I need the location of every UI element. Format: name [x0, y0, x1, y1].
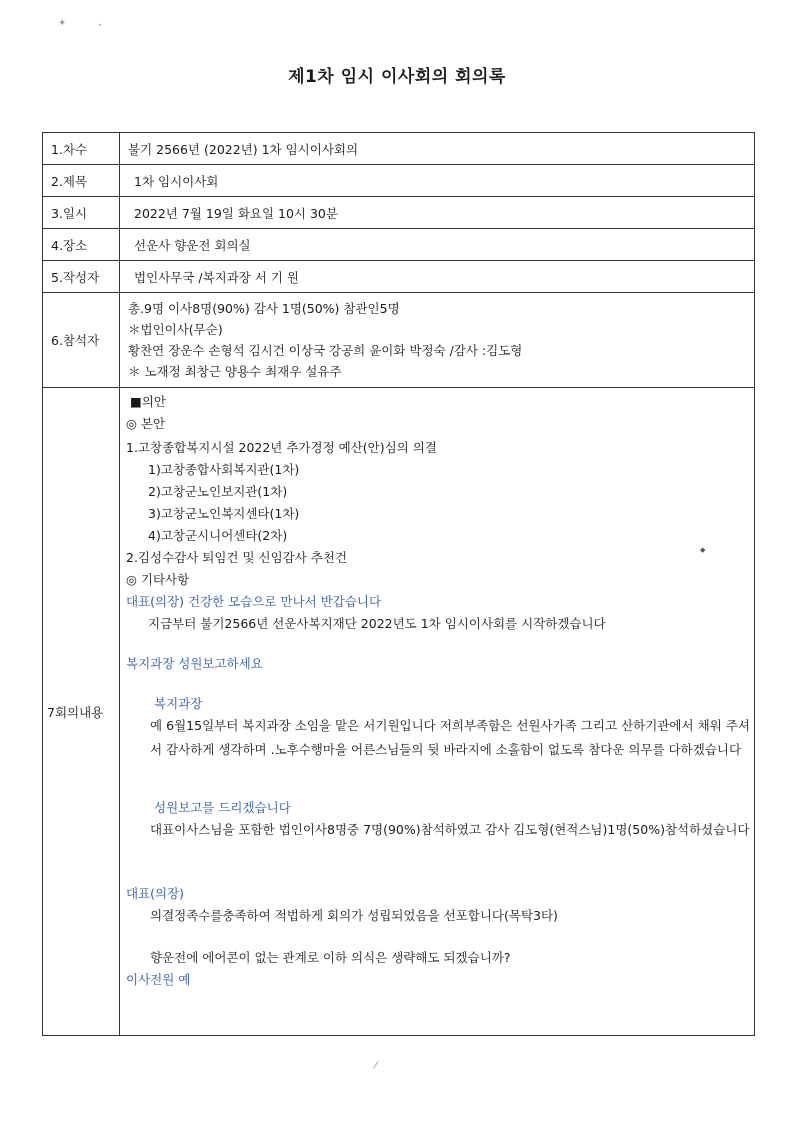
- row-label: 7회의내용: [43, 388, 120, 1036]
- table-row: [43, 261, 755, 293]
- table-row: [43, 197, 755, 229]
- table-row: [43, 133, 755, 165]
- quorum-report: 대표이사스님을 포함한 법인이사8명중 7명(90%)참석하였고 감사 김도형(현적스님)1명(50%)참석하셨습니다: [150, 822, 750, 837]
- chair-question: 향운전에 에어콘이 없는 관계로 이하 의식은 생략해도 되겠습니까?: [150, 950, 511, 965]
- row-value: 선운사 향운전 회의실: [120, 229, 755, 261]
- attendees-cell: [120, 293, 755, 388]
- agenda-subitem: 1)고창종합사회복지관(1차): [148, 462, 300, 477]
- scan-speck: ✦: [58, 18, 67, 29]
- attendee-line: 황찬연 장운수 손형석 김시건 이상국 강공희 윤이화 박정숙 /감사 :김도형: [128, 343, 523, 358]
- table-row-attendees: [43, 293, 755, 388]
- quorum-heading: 성원보고를 드리겠습니다: [154, 800, 291, 815]
- row-label: 5.작성자: [43, 261, 120, 293]
- main-agenda-heading: ◎ 본안: [126, 416, 166, 431]
- table-row: [43, 229, 755, 261]
- table-row-proceedings: [43, 388, 755, 1036]
- row-label: 1.차수: [43, 133, 120, 165]
- agenda-subitem: 3)고창군노인복지센타(1차): [148, 506, 300, 521]
- chair-declaration: 의결정족수를충족하여 적법하게 회의가 성립되었음을 선포합니다(목탁3타): [150, 908, 558, 923]
- agenda-subitem: 4)고창군시니어센타(2차): [148, 528, 288, 543]
- attendee-line: 총.9명 이사8명(90%) 감사 1명(50%) 참관인5명: [128, 301, 400, 316]
- scan-speck: ◆: [700, 546, 706, 554]
- chair-request: 복지과장 성원보고하세요: [126, 656, 263, 671]
- row-label: 2.제목: [43, 165, 120, 197]
- table-row: [43, 165, 755, 197]
- attendee-line: ＊ 노재정 최창근 양용수 최재우 설유주: [128, 364, 342, 379]
- row-value: 1차 임시이사회: [120, 165, 755, 197]
- proceedings-cell: [120, 388, 755, 1036]
- row-value: 불기 2566년 (2022년) 1차 임시이사회의: [120, 133, 755, 165]
- minutes-table: [42, 132, 755, 1036]
- row-label: 6.참석자: [43, 293, 120, 388]
- chair-greeting: 대표(의장) 건강한 모습으로 만나서 반갑습니다: [126, 594, 382, 609]
- document-title: 제1차 임시 이사회의 회의록: [288, 67, 506, 87]
- board-reply: 이사전원 예: [126, 972, 191, 987]
- other-matters-heading: ◎ 기타사항: [126, 572, 190, 587]
- speaker-welfare: 복지과장: [154, 696, 203, 711]
- row-label: 3.일시: [43, 197, 120, 229]
- agenda-heading: ■의안: [130, 394, 166, 409]
- scan-speck: •: [98, 22, 102, 29]
- agenda-item: 2.김성수감사 퇴임건 및 신임감사 추천건: [126, 550, 348, 565]
- chair-opening: 지금부터 불기2566년 선운사복지재단 2022년도 1차 임시이사회를 시작하겠습니다: [148, 616, 606, 631]
- scan-speck: /: [372, 1059, 379, 1072]
- row-value: 2022년 7월 19일 화요일 10시 30분: [120, 197, 755, 229]
- agenda-subitem: 2)고창군노인보지관(1차): [148, 484, 288, 499]
- speaker-chair: 대표(의장): [126, 886, 185, 901]
- attendee-line: ＊법인이사(무순): [128, 322, 223, 337]
- agenda-item: 1.고창종합복지시설 2022년 추가경정 예산(안)심의 의결: [126, 440, 437, 455]
- row-label: 4.장소: [43, 229, 120, 261]
- welfare-intro: 예 6월15일부터 복지과장 소임을 맡은 서기원입니다 저희부족함은 선원사가족 그리고 산하기관에서 채워 주셔서 감사하게 생각하며 .노후수행마을 어른스님들의 뒷 바라지에 소홀함이 없도록 참다운 의무를 다하겠습니다: [150, 718, 750, 757]
- row-value: 법인사무국 /복지과장 서 기 원: [120, 261, 755, 293]
